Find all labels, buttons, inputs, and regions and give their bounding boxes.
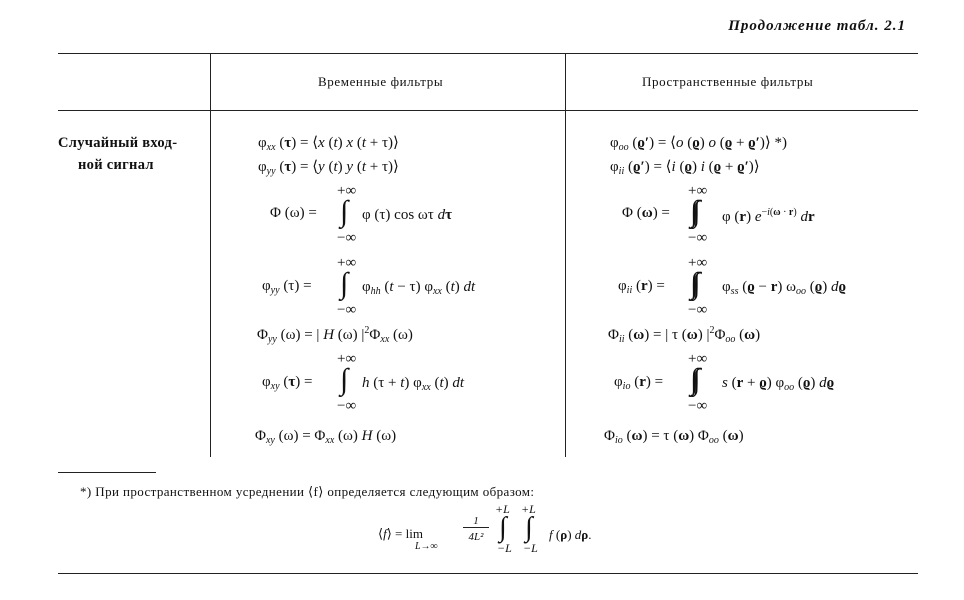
integral-lower-bound: −∞ (337, 302, 357, 318)
formula-phi-yy-temporal: $\varphi_{yy}$ (τ) = ⟨y (t) y (t + τ)⟩ (258, 159, 399, 177)
footnote-upper-bound-2: +L (521, 502, 536, 516)
formula-phi-oo-spatial: $\varphi_{oo}$ (ϱ′) = ⟨o (ϱ) o (ϱ + ϱ′)⟩ *) (610, 135, 787, 153)
formula-phi-io-lhs: $\varphi_{io}$ (r) = (614, 374, 664, 392)
row-label-line-2: ной сигнал (78, 157, 154, 173)
formula-spectrum-spatial-body: φ (r) $e^{-i(\omega \cdot r)}$ dr (722, 207, 815, 225)
formula-Phi-io-spatial: $\Phi_{io}$ (ω) = τ (ω) $\Phi_{oo}$ (ω) (604, 428, 744, 446)
formula-spectrum-temporal: Φ (ω) = (270, 205, 317, 221)
integral-upper-bound: +∞ (688, 351, 708, 367)
integral-sign: ∫ (499, 512, 507, 543)
integral-lower-bound: −∞ (688, 398, 708, 414)
integral-lower-bound: −∞ (337, 398, 357, 414)
formula-Phi-ii-spatial: $\Phi_{ii}$ (ω) = | τ (ω) $|^2\Phi_{oo}$ (ω) (608, 325, 761, 345)
formula-phi-yy-convolution-lhs: $\varphi_{yy}$ (τ) = (262, 278, 312, 296)
double-integral-sign: ∫∫ (690, 195, 695, 228)
formula-phi-xx-temporal: $\varphi_{xx}$ (τ) = ⟨x (t) x (t + τ)⟩ (258, 135, 399, 153)
column-divider-left (210, 54, 211, 457)
integral-sign: ∫ (340, 267, 349, 300)
footnote-lower-bound-2: −L (523, 541, 538, 555)
integral-upper-bound: +∞ (688, 183, 708, 199)
formula-phi-ii-spatial: $\varphi_{ii}$ (ϱ′) = ⟨i (ϱ) i (ϱ + ϱ′)⟩ (610, 159, 760, 177)
formula-Phi-xy-temporal: $\Phi_{xy}$ $(\omega) = \Phi_{xx}$ (ω) H (ω) (255, 428, 397, 446)
header-temporal-filters: Временные фильтры (318, 74, 444, 89)
page-bottom-rule (58, 573, 918, 574)
row-label-line-1: Случайный вход- (58, 135, 178, 151)
integral-lower-bound: −∞ (688, 302, 708, 318)
integral-upper-bound: +∞ (337, 351, 357, 367)
column-divider-right (565, 54, 566, 457)
footnote-rule (58, 472, 156, 473)
footnote-limit-subscript: L→∞ (415, 541, 438, 552)
footnote-formula-body: f (ρ) dρ. (549, 527, 592, 542)
integral-upper-bound: +∞ (337, 255, 357, 271)
integral-lower-bound: −∞ (337, 230, 357, 246)
formula-Phi-yy-temporal: $\Phi_{yy}$ (ω) = | H (ω) $|^2\Phi_{xx}$ (ω) (257, 325, 413, 345)
formula-spectrum-temporal-body: φ (τ) cos ωτ dτ (362, 207, 452, 223)
header-spatial-filters: Пространственные фильтры (642, 74, 814, 89)
footnote-upper-bound-1: +L (495, 502, 510, 516)
row-label-random-input (58, 132, 177, 176)
integral-sign: ∫ (340, 195, 349, 228)
formula-phi-xy-body: h (τ + t) $\varphi_{xx}$ (t) dt (362, 375, 465, 393)
footnote-fraction-denominator: 4L² (468, 531, 484, 543)
integral-lower-bound: −∞ (688, 230, 708, 246)
table-top-rule (58, 53, 918, 54)
table-continuation-caption: Продолжение табл. 2.1 (728, 18, 906, 34)
formula-phi-io-body: s (r + ϱ) $\varphi_{oo}$ (ϱ) dϱ (722, 375, 835, 393)
formula-phi-xy-lhs: $\varphi_{xy}$ (τ) = (262, 374, 313, 392)
footnote-text: *) При пространственном усреднении ⟨f⟩ определяется следующим образом: (80, 484, 535, 499)
integral-upper-bound: +∞ (688, 255, 708, 271)
formula-spectrum-spatial: Φ (ω) = (622, 205, 670, 221)
integral-sign: ∫ (340, 363, 349, 396)
footnote-formula-lhs: ⟨f⟩ = lim (378, 526, 423, 541)
formula-phi-yy-convolution-body: $\varphi_{hh}$ (t − τ) $\varphi_{xx}$ (t) dt (362, 279, 476, 297)
header-bottom-rule (58, 110, 918, 111)
double-integral-sign: ∫∫ (690, 267, 695, 300)
footnote-fraction-numerator: 1 (463, 515, 489, 528)
formula-phi-ii-convolution-body: $\varphi_{ss}$ (ϱ − r) $\omega_{oo}$ (ϱ) dϱ (722, 279, 846, 297)
integral-sign: ∫ (525, 512, 533, 543)
double-integral-sign: ∫∫ (690, 363, 695, 396)
integral-upper-bound: +∞ (337, 183, 357, 199)
formula-phi-ii-convolution-lhs: $\varphi_{ii}$ (r) = (618, 278, 665, 296)
footnote-lower-bound-1: −L (497, 541, 512, 555)
